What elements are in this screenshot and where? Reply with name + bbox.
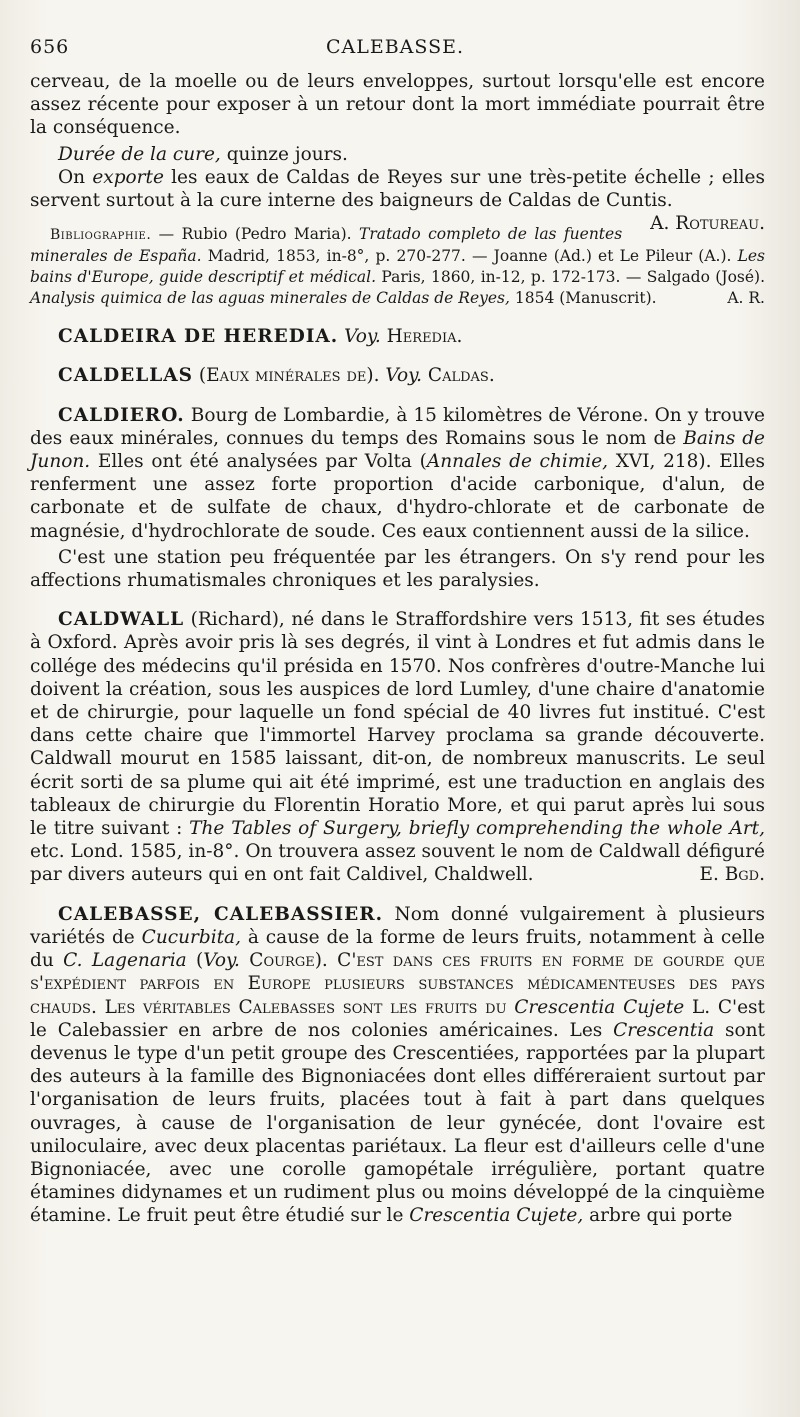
headword: CALEBASSE, CALEBASSIER. <box>58 903 384 925</box>
page-number: 656 <box>30 36 70 58</box>
page-header <box>30 36 760 60</box>
author-signature: A. Rotureau. <box>650 213 765 235</box>
entry-caldeira: CALDEIRA DE HEREDIA. Voy. Heredia. <box>58 326 463 348</box>
entry-caldellas: CALDELLAS (Eaux minérales de). Voy. Caldas. <box>58 365 495 387</box>
entry-caldiero: CALDIERO. Bourg de Lombardie, à 15 kilomètres de Vérone. On y trouve des eaux minérales, connues du temps des Romains sous le nom de Bains de Junon. Elles ont été analysées par Volta (Annales de chimie, XVI, 218). Elles renferment une assez forte proportion d'acide carbonique, d'alun, de carbonate et de sulfate de chaux, d'hydro-chlorate et de carbonate de magnésie, d'hydrochlorate de soude. Ces eaux contiennent aussi de la silice. <box>30 404 766 542</box>
bibliography: Bibliographie. — Rubio (Pedro Maria). Tratado completo de las fuentes minerales de España. Madrid, 1853, in-8°, p. 270-277. — Joanne (Ad.) et Le Pileur (A.). Les bains d'Europe, guide descriptif et médical. Paris, 1860, in-12, p. 172-173. — Salgado (José). Analysis quimica de las aguas minerales de Caldas de Reyes, 1854 (Manuscrit). A. R. <box>30 225 766 308</box>
paragraph-continuation: cerveau, de la moelle ou de leurs enveloppes, surtout lorsqu'elle est encore assez récente pour exposer à un retour dont la mort immédiate pourrait être la conséquence. <box>30 71 765 139</box>
author-signature: E. Bgd. <box>699 864 765 886</box>
headword: CALDELLAS <box>58 365 193 387</box>
headword: CALDEIRA DE HEREDIA. <box>58 326 339 348</box>
running-title: CALEBASSE. <box>325 36 465 58</box>
bibliography-signature: A. R. <box>727 289 765 308</box>
headword: CALDWALL <box>58 609 185 631</box>
paragraph-cure-duration: Durée de la cure, quinze jours. <box>58 143 348 165</box>
text-body <box>30 70 765 1228</box>
paragraph-export: On exporte les eaux de Caldas de Reyes sur une très-petite échelle ; elles servent surtout à la cure interne des baigneurs de Caldas de Cuntis. A. Rotureau. <box>30 166 765 235</box>
entry-calebasse: CALEBASSE, CALEBASSIER. Nom donné vulgairement à plusieurs variétés de Cucurbita, à cause de la forme de leurs fruits, notamment à celle du C. Lagenaria (Voy. Courge). C'est dans ces fruits en forme de gourde que s'expédient parfois en Europe plusieurs substances médicamenteuses des pays chauds. Les véritables Calebasses sont les fruits du Crescentia Cujete L. C'est le Calebassier en arbre de nos colonies américaines. Les Crescentia sont devenus le type d'un petit groupe des Crescentiées, rapportées par la plupart des auteurs à la famille des Bignoniacées dont elles différeraient surtout par l'organisation de leurs fruits, placées tout à fait à part dans quelques ouvrages, à cause de l'organisation de leur gynécée, dont l'ovaire est uniloculaire, avec deux placentas pariétaux. La fleur est d'ailleurs celle d'une Bignoniacée, avec une corolle gamopétale irrégulière, portant quatre étamines didynames et un rudiment plus ou moins développé de la cinquième étamine. Le fruit peut être étudié sur le Crescentia Cujete, arbre qui porte <box>30 903 765 1227</box>
headword: CALDIERO. <box>58 404 185 426</box>
paragraph-caldiero-2: C'est une station peu fréquentée par les étrangers. On s'y rend pour les affections rhumatismales chroniques et les paralysies. <box>30 546 765 592</box>
entry-caldwall: CALDWALL (Richard), né dans le Straffordshire vers 1513, fit ses études à Oxford. Après avoir pris là ses degrés, il vint à Londres et fut admis dans le collége des médecins qu'il présida en 1570. Nos confrères d'outre-Manche lui doivent la création, sous les auspices de lord Lumley, d'une chaire d'anatomie et de chirurgie, pour laquelle un fond spécial de 40 livres fut institué. C'est dans cette chaire que l'immortel Harvey proclama sa grande découverte. Caldwall mourut en 1585 laissant, dit-on, de nombreux manuscrits. Le seul écrit sorti de sa plume qui ait été imprimé, est une traduction en anglais des tableaux de chirurgie du Florentin Horatio More, et qui parut après lui sous le titre suivant : The Tables of Surgery, briefly comprehending the whole Art, etc. Lond. 1585, in-8°. On trouvera assez souvent le nom de Caldwall défiguré par divers auteurs qui en ont fait Caldivel, Chaldwell. E. Bgd. <box>30 609 765 886</box>
